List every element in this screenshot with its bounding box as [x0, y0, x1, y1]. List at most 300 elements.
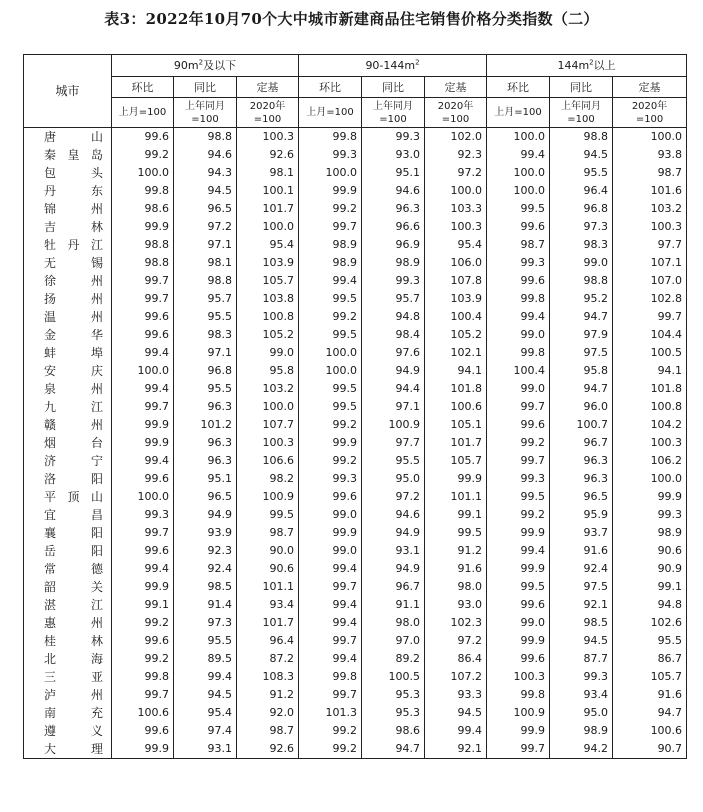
city-name-cell: 徐 州 [24, 272, 112, 290]
index-value-cell: 106.0 [425, 254, 487, 272]
index-value-cell: 100.6 [112, 704, 174, 722]
index-value-cell: 100.4 [487, 362, 550, 380]
index-value-cell: 96.4 [237, 632, 299, 650]
table-body [24, 128, 687, 759]
index-value-cell: 95.5 [174, 308, 237, 326]
table-row [24, 560, 687, 578]
index-value-cell: 99.7 [613, 308, 687, 326]
city-name-cell: 唐 山 [24, 128, 112, 147]
index-value-cell: 86.4 [425, 650, 487, 668]
city-name-cell: 洛 阳 [24, 470, 112, 488]
table-row [24, 254, 687, 272]
index-value-cell: 105.7 [425, 452, 487, 470]
index-value-cell: 98.9 [299, 236, 362, 254]
index-value-cell: 99.7 [487, 740, 550, 759]
index-value-cell: 96.3 [174, 452, 237, 470]
index-value-cell: 98.7 [487, 236, 550, 254]
table-row [24, 488, 687, 506]
index-value-cell: 99.7 [299, 632, 362, 650]
index-value-cell: 99.3 [362, 128, 425, 147]
index-value-cell: 93.7 [550, 524, 613, 542]
index-value-cell: 101.7 [237, 200, 299, 218]
index-value-cell: 100.0 [112, 164, 174, 182]
index-value-cell: 96.9 [362, 236, 425, 254]
index-value-cell: 107.8 [425, 272, 487, 290]
city-name-cell: 岳 阳 [24, 542, 112, 560]
index-value-cell: 91.6 [613, 686, 687, 704]
index-value-cell: 108.3 [237, 668, 299, 686]
index-value-cell: 99.6 [112, 128, 174, 147]
sub-header-row [24, 77, 687, 98]
index-value-cell: 91.1 [362, 596, 425, 614]
table-row [24, 452, 687, 470]
base-header-fixed-base [237, 98, 299, 128]
table-row [24, 668, 687, 686]
city-name-cell: 襄 阳 [24, 524, 112, 542]
index-value-cell: 99.6 [112, 632, 174, 650]
index-value-cell: 99.4 [299, 614, 362, 632]
base-header-mom [487, 98, 550, 128]
index-value-cell: 99.3 [362, 272, 425, 290]
index-value-cell: 98.8 [112, 236, 174, 254]
city-column-header: 城市 [24, 55, 112, 128]
index-value-cell: 99.7 [112, 398, 174, 416]
index-value-cell: 107.7 [237, 416, 299, 434]
index-value-cell: 99.2 [299, 200, 362, 218]
index-value-cell: 99.0 [487, 326, 550, 344]
index-value-cell: 98.6 [362, 722, 425, 740]
index-value-cell: 98.0 [362, 614, 425, 632]
index-value-cell: 96.5 [174, 200, 237, 218]
base-label-line1: 上月=100 [494, 107, 542, 118]
index-value-cell: 97.6 [362, 344, 425, 362]
index-value-cell: 99.9 [112, 416, 174, 434]
index-value-cell: 99.3 [112, 506, 174, 524]
city-name-cell: 平顶山 [24, 488, 112, 506]
base-label-line1: 2020年 [631, 100, 668, 112]
index-value-cell: 101.3 [299, 704, 362, 722]
city-name-cell: 赣 州 [24, 416, 112, 434]
index-value-cell: 97.4 [174, 722, 237, 740]
index-value-cell: 99.8 [112, 182, 174, 200]
index-value-cell: 100.3 [237, 128, 299, 147]
table-row [24, 650, 687, 668]
index-value-cell: 97.2 [174, 218, 237, 236]
index-value-cell: 99.4 [112, 560, 174, 578]
sub-header-mom: 环比 [299, 77, 362, 98]
base-label-line1: 2020年 [249, 100, 286, 112]
index-value-cell: 98.9 [550, 722, 613, 740]
index-value-cell: 94.5 [550, 146, 613, 164]
index-value-cell: 94.4 [362, 380, 425, 398]
index-value-cell: 95.3 [362, 686, 425, 704]
index-value-cell: 92.4 [174, 560, 237, 578]
index-value-cell: 100.3 [487, 668, 550, 686]
index-value-cell: 99.7 [299, 578, 362, 596]
city-name-cell: 无 锡 [24, 254, 112, 272]
index-value-cell: 99.8 [487, 686, 550, 704]
base-label-line2: =100 [379, 113, 407, 125]
index-value-cell: 92.3 [174, 542, 237, 560]
index-value-cell: 95.7 [362, 290, 425, 308]
table-row [24, 740, 687, 759]
index-value-cell: 105.7 [613, 668, 687, 686]
index-value-cell: 94.7 [550, 308, 613, 326]
base-header-row [24, 98, 687, 128]
index-value-cell: 106.2 [613, 452, 687, 470]
table-row [24, 686, 687, 704]
index-value-cell: 99.8 [299, 128, 362, 147]
table-row [24, 380, 687, 398]
index-value-cell: 90.6 [613, 542, 687, 560]
index-value-cell: 99.4 [299, 272, 362, 290]
index-value-cell: 98.2 [237, 470, 299, 488]
city-name-cell: 温 州 [24, 308, 112, 326]
index-value-cell: 102.3 [425, 614, 487, 632]
index-value-cell: 99.4 [487, 146, 550, 164]
city-name-cell: 包 头 [24, 164, 112, 182]
index-value-cell: 94.5 [174, 686, 237, 704]
index-value-cell: 99.9 [487, 632, 550, 650]
index-value-cell: 97.1 [362, 398, 425, 416]
sub-header-fixed-base: 定基 [613, 77, 687, 98]
index-value-cell: 91.2 [425, 542, 487, 560]
index-value-cell: 98.9 [362, 254, 425, 272]
index-value-cell: 99.5 [487, 578, 550, 596]
index-value-cell: 99.6 [112, 722, 174, 740]
index-value-cell: 97.7 [613, 236, 687, 254]
base-header-fixed-base [425, 98, 487, 128]
index-value-cell: 94.7 [550, 380, 613, 398]
index-value-cell: 99.3 [299, 470, 362, 488]
index-value-cell: 99.4 [112, 344, 174, 362]
base-label-line1: 上年同月 [185, 100, 225, 112]
index-value-cell: 99.5 [299, 398, 362, 416]
index-value-cell: 98.7 [613, 164, 687, 182]
table-row [24, 344, 687, 362]
index-value-cell: 100.8 [613, 398, 687, 416]
index-value-cell: 97.2 [425, 164, 487, 182]
index-value-cell: 99.5 [487, 488, 550, 506]
index-value-cell: 99.5 [299, 380, 362, 398]
index-value-cell: 96.3 [174, 434, 237, 452]
index-value-cell: 100.3 [613, 434, 687, 452]
index-value-cell: 99.1 [112, 596, 174, 614]
sub-header-yoy: 同比 [550, 77, 613, 98]
index-value-cell: 99.3 [487, 470, 550, 488]
index-value-cell: 92.3 [425, 146, 487, 164]
index-value-cell: 102.0 [425, 128, 487, 147]
index-value-cell: 95.5 [550, 164, 613, 182]
base-header-fixed-base [613, 98, 687, 128]
index-value-cell: 99.6 [487, 596, 550, 614]
index-value-cell: 99.2 [112, 650, 174, 668]
sub-header-fixed-base: 定基 [425, 77, 487, 98]
index-value-cell: 94.6 [362, 182, 425, 200]
index-value-cell: 99.0 [237, 344, 299, 362]
index-value-cell: 95.4 [237, 236, 299, 254]
index-value-cell: 99.0 [299, 506, 362, 524]
index-value-cell: 99.5 [299, 290, 362, 308]
index-value-cell: 103.9 [237, 254, 299, 272]
index-value-cell: 98.5 [174, 578, 237, 596]
index-value-cell: 99.7 [487, 452, 550, 470]
index-value-cell: 95.1 [174, 470, 237, 488]
index-value-cell: 99.9 [613, 488, 687, 506]
index-value-cell: 100.0 [299, 344, 362, 362]
base-label-line1: 2020年 [437, 100, 474, 112]
index-value-cell: 99.8 [487, 344, 550, 362]
city-name-cell: 三 亚 [24, 668, 112, 686]
index-value-cell: 99.4 [112, 452, 174, 470]
index-value-cell: 107.2 [425, 668, 487, 686]
index-value-cell: 99.5 [425, 524, 487, 542]
index-value-cell: 96.3 [362, 200, 425, 218]
index-value-cell: 103.2 [237, 380, 299, 398]
index-value-cell: 99.4 [487, 542, 550, 560]
index-value-cell: 100.0 [425, 182, 487, 200]
index-value-cell: 100.0 [487, 164, 550, 182]
index-value-cell: 95.4 [174, 704, 237, 722]
index-value-cell: 95.0 [550, 704, 613, 722]
index-value-cell: 99.7 [112, 686, 174, 704]
index-value-cell: 100.7 [550, 416, 613, 434]
index-value-cell: 99.4 [487, 308, 550, 326]
index-value-cell: 93.8 [613, 146, 687, 164]
index-value-cell: 90.6 [237, 560, 299, 578]
base-label-line1: 上年同月 [561, 100, 602, 112]
index-value-cell: 90.7 [613, 740, 687, 759]
table-row [24, 200, 687, 218]
index-value-cell: 95.5 [362, 452, 425, 470]
index-value-cell: 95.5 [174, 380, 237, 398]
index-value-cell: 94.7 [613, 704, 687, 722]
index-value-cell: 99.9 [487, 722, 550, 740]
base-label-line2: =100 [441, 113, 470, 125]
index-value-cell: 95.7 [174, 290, 237, 308]
table-row [24, 290, 687, 308]
index-value-cell: 94.7 [362, 740, 425, 759]
table-row [24, 164, 687, 182]
index-value-cell: 97.0 [362, 632, 425, 650]
index-value-cell: 99.4 [299, 560, 362, 578]
base-header-yoy [550, 98, 613, 128]
index-value-cell: 98.1 [174, 254, 237, 272]
index-value-cell: 99.0 [299, 542, 362, 560]
sub-header-yoy: 同比 [174, 77, 237, 98]
index-value-cell: 98.9 [613, 524, 687, 542]
index-value-cell: 91.4 [174, 596, 237, 614]
index-value-cell: 104.2 [613, 416, 687, 434]
index-value-cell: 92.4 [550, 560, 613, 578]
index-value-cell: 94.5 [174, 182, 237, 200]
city-name-cell: 锦 州 [24, 200, 112, 218]
index-value-cell: 98.1 [237, 164, 299, 182]
table-row [24, 416, 687, 434]
index-value-cell: 100.0 [237, 218, 299, 236]
index-value-cell: 98.0 [425, 578, 487, 596]
index-value-cell: 95.5 [613, 632, 687, 650]
index-value-cell: 99.0 [487, 380, 550, 398]
index-value-cell: 101.7 [237, 614, 299, 632]
index-value-cell: 102.6 [613, 614, 687, 632]
index-value-cell: 99.5 [237, 506, 299, 524]
sub-header-mom: 环比 [112, 77, 174, 98]
city-name-cell: 南 充 [24, 704, 112, 722]
table-row [24, 362, 687, 380]
index-value-cell: 99.3 [487, 254, 550, 272]
index-value-cell: 105.7 [237, 272, 299, 290]
sub-header-fixed-base: 定基 [237, 77, 299, 98]
city-name-cell: 北 海 [24, 650, 112, 668]
index-value-cell: 96.3 [550, 452, 613, 470]
index-value-cell: 95.2 [550, 290, 613, 308]
city-name-cell: 韶 关 [24, 578, 112, 596]
index-value-cell: 92.1 [550, 596, 613, 614]
index-value-cell: 100.9 [362, 416, 425, 434]
index-value-cell: 99.8 [487, 290, 550, 308]
table-row [24, 308, 687, 326]
table-title: 表3：2022年10月70个大中城市新建商品住宅销售价格分类指数（二） [104, 10, 599, 28]
index-value-cell: 99.6 [487, 218, 550, 236]
index-value-cell: 100.0 [237, 398, 299, 416]
index-value-cell: 99.2 [299, 416, 362, 434]
index-value-cell: 98.6 [112, 200, 174, 218]
index-value-cell: 100.5 [362, 668, 425, 686]
index-value-cell: 101.2 [174, 416, 237, 434]
index-value-cell: 93.4 [550, 686, 613, 704]
index-value-cell: 103.3 [425, 200, 487, 218]
city-name-cell: 泉 州 [24, 380, 112, 398]
index-value-cell: 100.0 [112, 488, 174, 506]
index-value-cell: 99.6 [299, 488, 362, 506]
index-value-cell: 94.5 [550, 632, 613, 650]
index-value-cell: 101.1 [237, 578, 299, 596]
index-value-cell: 99.9 [299, 182, 362, 200]
city-name-cell: 惠 州 [24, 614, 112, 632]
index-value-cell: 99.2 [299, 452, 362, 470]
city-name-cell: 宜 昌 [24, 506, 112, 524]
table-row [24, 596, 687, 614]
index-value-cell: 92.6 [237, 740, 299, 759]
index-value-cell: 100.0 [487, 128, 550, 147]
index-value-cell: 105.1 [425, 416, 487, 434]
base-label-line2: =100 [635, 113, 664, 125]
index-value-cell: 107.0 [613, 272, 687, 290]
index-value-cell: 96.4 [550, 182, 613, 200]
sub-header-yoy: 同比 [362, 77, 425, 98]
base-label-line1: 上月=100 [118, 107, 167, 118]
price-index-table [23, 54, 687, 759]
table-row [24, 524, 687, 542]
index-value-cell: 97.5 [550, 578, 613, 596]
index-value-cell: 100.6 [613, 722, 687, 740]
table-row [24, 722, 687, 740]
index-value-cell: 95.3 [362, 704, 425, 722]
index-value-cell: 91.6 [550, 542, 613, 560]
base-label-line2: =100 [567, 113, 595, 125]
index-value-cell: 99.2 [112, 614, 174, 632]
index-value-cell: 93.9 [174, 524, 237, 542]
group-header-small: $90m^2$及以下 [112, 55, 299, 77]
index-value-cell: 98.8 [174, 272, 237, 290]
index-value-cell: 96.7 [362, 578, 425, 596]
index-value-cell: 95.0 [362, 470, 425, 488]
index-value-cell: 99.3 [613, 506, 687, 524]
city-name-cell: 秦皇岛 [24, 146, 112, 164]
sub-header-mom: 环比 [487, 77, 550, 98]
index-value-cell: 93.3 [425, 686, 487, 704]
city-name-cell: 烟 台 [24, 434, 112, 452]
index-value-cell: 94.9 [362, 524, 425, 542]
index-value-cell: 101.1 [425, 488, 487, 506]
base-label-line1: 上年同月 [373, 100, 413, 112]
index-value-cell: 91.2 [237, 686, 299, 704]
base-label-line2: =100 [253, 113, 282, 125]
index-value-cell: 95.4 [425, 236, 487, 254]
table-row [24, 326, 687, 344]
index-value-cell: 103.9 [425, 290, 487, 308]
city-name-cell: 安 庆 [24, 362, 112, 380]
index-value-cell: 98.8 [112, 254, 174, 272]
index-value-cell: 101.8 [425, 380, 487, 398]
index-value-cell: 98.5 [550, 614, 613, 632]
index-value-cell: 100.6 [425, 398, 487, 416]
group-header-medium: $90-144m^2$ [299, 55, 487, 77]
index-value-cell: 99.7 [112, 290, 174, 308]
index-value-cell: 96.0 [550, 398, 613, 416]
city-name-cell: 泸 州 [24, 686, 112, 704]
index-value-cell: 90.9 [613, 560, 687, 578]
index-value-cell: 98.3 [550, 236, 613, 254]
index-value-cell: 99.4 [112, 380, 174, 398]
index-value-cell: 98.8 [550, 128, 613, 147]
index-value-cell: 92.1 [425, 740, 487, 759]
table-row [24, 398, 687, 416]
index-value-cell: 99.8 [299, 668, 362, 686]
index-value-cell: 94.6 [362, 506, 425, 524]
index-value-cell: 99.6 [112, 470, 174, 488]
index-value-cell: 101.7 [425, 434, 487, 452]
index-value-cell: 96.5 [550, 488, 613, 506]
index-value-cell: 100.0 [613, 470, 687, 488]
index-value-cell: 100.3 [613, 218, 687, 236]
index-value-cell: 100.0 [299, 164, 362, 182]
base-label-line1: 上月=100 [306, 107, 354, 118]
index-value-cell: 99.6 [112, 308, 174, 326]
index-value-cell: 99.1 [425, 506, 487, 524]
index-value-cell: 99.4 [174, 668, 237, 686]
index-value-cell: 94.2 [550, 740, 613, 759]
index-value-cell: 102.8 [613, 290, 687, 308]
index-value-cell: 104.4 [613, 326, 687, 344]
index-value-cell: 94.9 [174, 506, 237, 524]
index-value-cell: 105.2 [237, 326, 299, 344]
index-value-cell: 93.1 [174, 740, 237, 759]
index-value-cell: 99.9 [112, 434, 174, 452]
index-value-cell: 87.7 [550, 650, 613, 668]
index-value-cell: 100.3 [237, 434, 299, 452]
index-value-cell: 95.8 [237, 362, 299, 380]
city-name-cell: 常 德 [24, 560, 112, 578]
index-value-cell: 96.3 [550, 470, 613, 488]
index-value-cell: 99.6 [112, 542, 174, 560]
index-value-cell: 96.6 [362, 218, 425, 236]
city-name-cell: 桂 林 [24, 632, 112, 650]
index-value-cell: 100.0 [112, 362, 174, 380]
index-value-cell: 89.2 [362, 650, 425, 668]
table-header [24, 55, 687, 128]
